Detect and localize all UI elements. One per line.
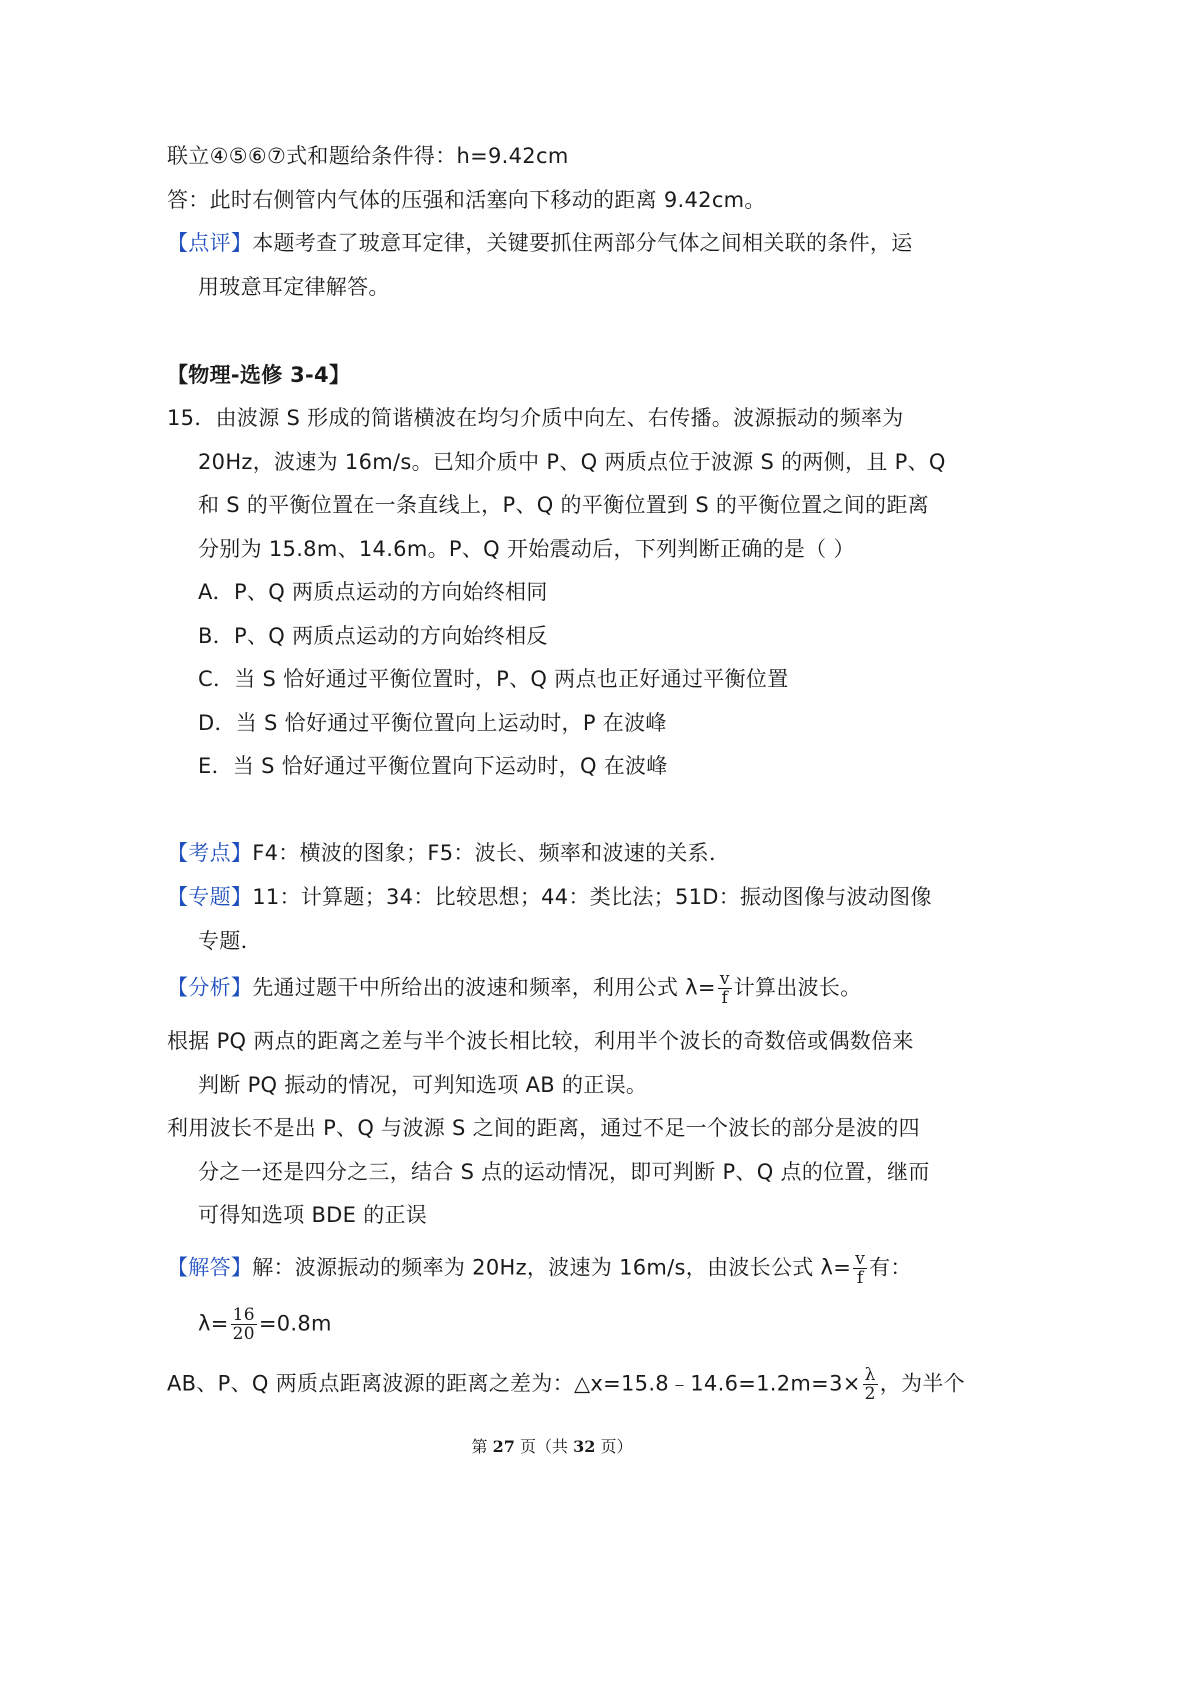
analysis-text: 先通过题干中所给出的波速和频率，利用公式 λ= [252, 975, 716, 1000]
fraction-v-over-f [718, 970, 732, 1007]
question-line: 20Hz，波速为 16m/s。已知介质中 P、Q 两质点位于波源 S 的两侧，且 P、Q [198, 450, 946, 474]
solution-text-end: 有： [869, 1255, 912, 1280]
calc-line [198, 1306, 332, 1343]
page-number: 27 [492, 1437, 515, 1456]
text-line: 可得知选项 BDE 的正误 [198, 1203, 428, 1227]
analysis-text-end: 计算出波长。 [733, 975, 862, 1000]
topic-tag: 【专题】 [167, 885, 253, 909]
fraction-num: 16 [232, 1305, 255, 1325]
fraction-num: v [719, 969, 730, 989]
calc-post: =0.8m [258, 1311, 332, 1336]
text-line [167, 1366, 965, 1403]
option-c: C．当 S 恰好通过平衡位置时，P、Q 两点也正好通过平衡位置 [198, 667, 789, 691]
option-b: B．P、Q 两质点运动的方向始终相反 [198, 624, 548, 648]
fraction-num: λ [863, 1366, 878, 1385]
fraction-num: v [855, 1249, 866, 1269]
fraction-lambda-over-2 [863, 1366, 878, 1403]
analysis-tag: 【分析】 [167, 975, 253, 1000]
text-line: 判断 PQ 振动的情况，可判知选项 AB 的正误。 [198, 1073, 648, 1097]
text-line: 分之一还是四分之三，结合 S 点的运动情况，即可判断 P、Q 点的位置，继而 [198, 1160, 930, 1184]
text-line: 专题． [198, 929, 262, 953]
kp-text: F4：横波的图象；F5：波长、频率和波速的关系． [252, 841, 731, 865]
question-line: 分别为 15.8m、14.6m。P、Q 开始震动后，下列判断正确的是（ ） [198, 537, 855, 561]
solution [167, 1250, 912, 1287]
comment-text: 本题考查了玻意耳定律，关键要抓住两部分气体之间相关联的条件，运 [252, 231, 913, 255]
comment-paragraph [167, 229, 913, 257]
topic-text: 11：计算题；34：比较思想；44：类比法；51D：振动图像与波动图像 [252, 885, 932, 909]
total-pages: 32 [573, 1437, 596, 1456]
section-heading: 【物理-选修 3-4】 [167, 363, 351, 387]
analysis [167, 970, 862, 1007]
fraction-v-over-f [853, 1250, 867, 1287]
option-d: D．当 S 恰好通过平衡位置向上运动时，P 在波峰 [198, 711, 667, 735]
footer-post: 页） [595, 1437, 633, 1456]
fraction-den: f [856, 1268, 864, 1288]
kp-tag: 【考点】 [167, 841, 253, 865]
fraction-den: 2 [864, 1384, 876, 1404]
text-line: 联立④⑤⑥⑦式和题给条件得：h=9.42cm [167, 144, 569, 168]
text-line: 利用波长不是出 P、Q 与波源 S 之间的距离，通过不足一个波长的部分是波的四 [167, 1116, 920, 1140]
fraction-16-over-20 [231, 1306, 257, 1343]
solution-tag: 【解答】 [167, 1255, 253, 1280]
solution-text: 解：波源振动的频率为 20Hz，波速为 16m/s，由波长公式 λ= [252, 1255, 852, 1280]
footer-pre: 第 [471, 1437, 493, 1456]
last-post: ，为半个 [879, 1371, 965, 1396]
fraction-den: f [721, 988, 729, 1008]
comment-tag: 【点评】 [167, 231, 253, 255]
last-pre: AB、P、Q 两质点距离波源的距离之差为：△x=15.8﹣14.6=1.2m=3× [167, 1371, 861, 1396]
text-line: 用玻意耳定律解答。 [198, 275, 390, 299]
fraction-den: 20 [232, 1324, 255, 1344]
calc-pre: λ= [198, 1311, 229, 1336]
footer-mid: 页（共 [514, 1437, 574, 1456]
knowledge-point [167, 839, 730, 867]
topic [167, 883, 932, 911]
question-line: 15．由波源 S 形成的简谐横波在均匀介质中向左、右传播。波源振动的频率为 [167, 406, 904, 430]
page-footer [0, 1434, 1104, 1457]
question-line: 和 S 的平衡位置在一条直线上，P、Q 的平衡位置到 S 的平衡位置之间的距离 [198, 493, 929, 517]
option-e: E．当 S 恰好通过平衡位置向下运动时，Q 在波峰 [198, 754, 668, 778]
option-a: A．P、Q 两质点运动的方向始终相同 [198, 580, 548, 604]
text-line: 答：此时右侧管内气体的压强和活塞向下移动的距离 9.42cm。 [167, 188, 766, 212]
text-line: 根据 PQ 两点的距离之差与半个波长相比较，利用半个波长的奇数倍或偶数倍来 [167, 1029, 914, 1053]
